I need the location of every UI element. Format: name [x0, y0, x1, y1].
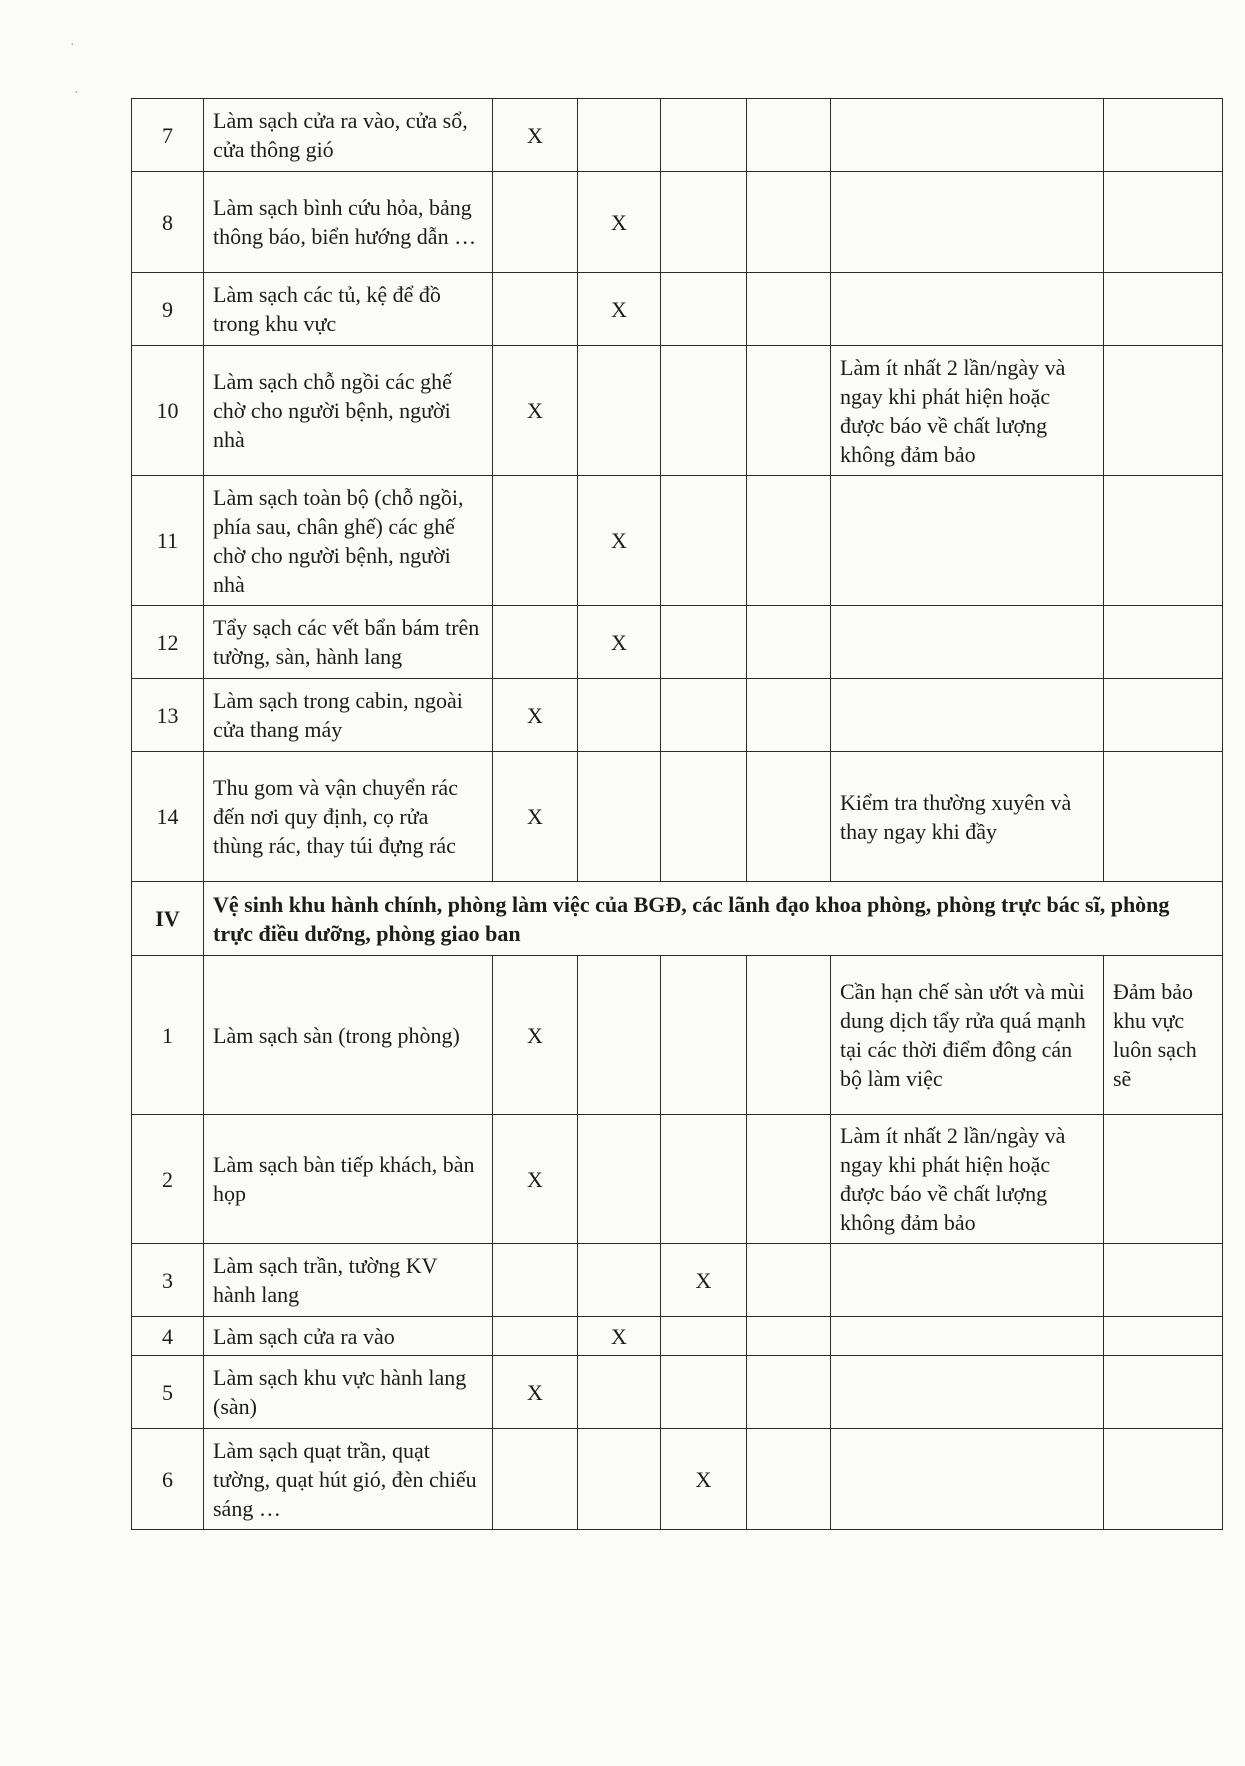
mark-cell: X	[493, 346, 578, 476]
mark-cell	[578, 679, 661, 752]
mark-cell	[661, 1115, 747, 1244]
note-cell	[831, 99, 1104, 172]
mark-cell	[493, 1244, 578, 1317]
remark-cell	[1104, 606, 1223, 679]
remark-cell	[1104, 172, 1223, 273]
mark-cell	[747, 1356, 831, 1429]
mark-cell	[661, 752, 747, 882]
row-number: 6	[132, 1429, 204, 1530]
scan-speck: ·	[70, 38, 75, 53]
note-cell: Kiểm tra thường xuyên và thay ngay khi đầy	[831, 752, 1104, 882]
mark-cell: X	[578, 606, 661, 679]
mark-cell	[578, 752, 661, 882]
scan-speck: ·	[74, 86, 79, 101]
row-number: 8	[132, 172, 204, 273]
row-number: 11	[132, 476, 204, 606]
note-cell: Làm ít nhất 2 lần/ngày và ngay khi phát hiện hoặc được báo về chất lượng không đảm bảo	[831, 1115, 1104, 1244]
section-title: Vệ sinh khu hành chính, phòng làm việc của BGĐ, các lãnh đạo khoa phòng, phòng trực bác sĩ, phòng trực điều dưỡng, phòng giao ban	[204, 882, 1223, 956]
mark-cell	[493, 606, 578, 679]
mark-cell	[578, 346, 661, 476]
mark-cell	[661, 1317, 747, 1356]
note-cell	[831, 172, 1104, 273]
task-cell: Làm sạch bình cứu hỏa, bảng thông báo, biển hướng dẫn …	[204, 172, 493, 273]
note-cell	[831, 273, 1104, 346]
row-number: 10	[132, 346, 204, 476]
row-number: 1	[132, 956, 204, 1115]
table-row	[132, 1244, 1223, 1317]
note-cell	[831, 606, 1104, 679]
note-cell	[831, 476, 1104, 606]
table-row	[132, 606, 1223, 679]
mark-cell: X	[493, 679, 578, 752]
note-cell	[831, 679, 1104, 752]
task-cell: Làm sạch trong cabin, ngoài cửa thang máy	[204, 679, 493, 752]
row-number: 4	[132, 1317, 204, 1356]
mark-cell	[661, 679, 747, 752]
table-row	[132, 172, 1223, 273]
remark-cell	[1104, 1317, 1223, 1356]
mark-cell	[747, 346, 831, 476]
mark-cell	[747, 273, 831, 346]
mark-cell	[747, 1317, 831, 1356]
mark-cell: X	[578, 172, 661, 273]
mark-cell	[661, 346, 747, 476]
remark-cell	[1104, 1115, 1223, 1244]
mark-cell	[747, 606, 831, 679]
note-cell	[831, 1356, 1104, 1429]
task-cell: Làm sạch chỗ ngồi các ghế chờ cho người bệnh, người nhà	[204, 346, 493, 476]
mark-cell	[578, 1429, 661, 1530]
table-row	[132, 1115, 1223, 1244]
mark-cell: X	[578, 273, 661, 346]
row-number: 2	[132, 1115, 204, 1244]
task-cell: Làm sạch bàn tiếp khách, bàn họp	[204, 1115, 493, 1244]
mark-cell	[747, 1429, 831, 1530]
mark-cell	[661, 476, 747, 606]
task-cell: Làm sạch quạt trần, quạt tường, quạt hút gió, đèn chiếu sáng …	[204, 1429, 493, 1530]
mark-cell	[747, 679, 831, 752]
mark-cell	[578, 1115, 661, 1244]
note-cell	[831, 1429, 1104, 1530]
row-number: 7	[132, 99, 204, 172]
mark-cell: X	[661, 1429, 747, 1530]
table-row	[132, 679, 1223, 752]
remark-cell	[1104, 99, 1223, 172]
row-number: 14	[132, 752, 204, 882]
cleaning-schedule-table	[131, 98, 1223, 1530]
remark-cell	[1104, 1244, 1223, 1317]
mark-cell	[578, 1244, 661, 1317]
mark-cell	[493, 172, 578, 273]
mark-cell: X	[493, 752, 578, 882]
table-row	[132, 476, 1223, 606]
note-cell	[831, 1244, 1104, 1317]
row-number: 9	[132, 273, 204, 346]
mark-cell: X	[661, 1244, 747, 1317]
note-cell: Cần hạn chế sàn ướt và mùi dung dịch tẩy rửa quá mạnh tại các thời điểm đông cán bộ làm việc	[831, 956, 1104, 1115]
row-number: 13	[132, 679, 204, 752]
mark-cell: X	[493, 1115, 578, 1244]
mark-cell	[747, 476, 831, 606]
mark-cell	[493, 1429, 578, 1530]
mark-cell: X	[578, 1317, 661, 1356]
mark-cell	[747, 99, 831, 172]
task-cell: Làm sạch trần, tường KV hành lang	[204, 1244, 493, 1317]
task-cell: Làm sạch sàn (trong phòng)	[204, 956, 493, 1115]
table-row	[132, 752, 1223, 882]
mark-cell	[747, 956, 831, 1115]
remark-cell	[1104, 679, 1223, 752]
row-number: 5	[132, 1356, 204, 1429]
section-row	[132, 882, 1223, 956]
mark-cell	[747, 1244, 831, 1317]
mark-cell	[578, 99, 661, 172]
mark-cell	[747, 172, 831, 273]
mark-cell	[661, 273, 747, 346]
remark-cell	[1104, 1356, 1223, 1429]
mark-cell	[493, 1317, 578, 1356]
task-cell: Làm sạch toàn bộ (chỗ ngồi, phía sau, chân ghế) các ghế chờ cho người bệnh, người nhà	[204, 476, 493, 606]
remark-cell	[1104, 1429, 1223, 1530]
table-row	[132, 99, 1223, 172]
mark-cell	[661, 99, 747, 172]
mark-cell	[661, 172, 747, 273]
mark-cell	[578, 1356, 661, 1429]
task-cell: Làm sạch khu vực hành lang (sàn)	[204, 1356, 493, 1429]
mark-cell: X	[493, 99, 578, 172]
remark-cell: Đảm bảo khu vực luôn sạch sẽ	[1104, 956, 1223, 1115]
section-number: IV	[132, 882, 204, 956]
mark-cell	[578, 956, 661, 1115]
mark-cell	[493, 476, 578, 606]
table-row	[132, 346, 1223, 476]
note-cell: Làm ít nhất 2 lần/ngày và ngay khi phát hiện hoặc được báo về chất lượng không đảm bảo	[831, 346, 1104, 476]
remark-cell	[1104, 752, 1223, 882]
task-cell: Làm sạch cửa ra vào	[204, 1317, 493, 1356]
task-cell: Thu gom và vận chuyển rác đến nơi quy định, cọ rửa thùng rác, thay túi đựng rác	[204, 752, 493, 882]
table-row	[132, 1429, 1223, 1530]
table-row	[132, 273, 1223, 346]
table-row	[132, 1317, 1223, 1356]
row-number: 3	[132, 1244, 204, 1317]
remark-cell	[1104, 346, 1223, 476]
mark-cell	[661, 1356, 747, 1429]
note-cell	[831, 1317, 1104, 1356]
mark-cell	[747, 752, 831, 882]
task-cell: Tẩy sạch các vết bẩn bám trên tường, sàn, hành lang	[204, 606, 493, 679]
mark-cell: X	[578, 476, 661, 606]
remark-cell	[1104, 476, 1223, 606]
task-cell: Làm sạch các tủ, kệ để đồ trong khu vực	[204, 273, 493, 346]
mark-cell	[747, 1115, 831, 1244]
mark-cell	[661, 606, 747, 679]
mark-cell	[493, 273, 578, 346]
table-row	[132, 956, 1223, 1115]
table-row	[132, 1356, 1223, 1429]
mark-cell: X	[493, 956, 578, 1115]
mark-cell	[661, 956, 747, 1115]
remark-cell	[1104, 273, 1223, 346]
mark-cell: X	[493, 1356, 578, 1429]
task-cell: Làm sạch cửa ra vào, cửa sổ, cửa thông gió	[204, 99, 493, 172]
row-number: 12	[132, 606, 204, 679]
